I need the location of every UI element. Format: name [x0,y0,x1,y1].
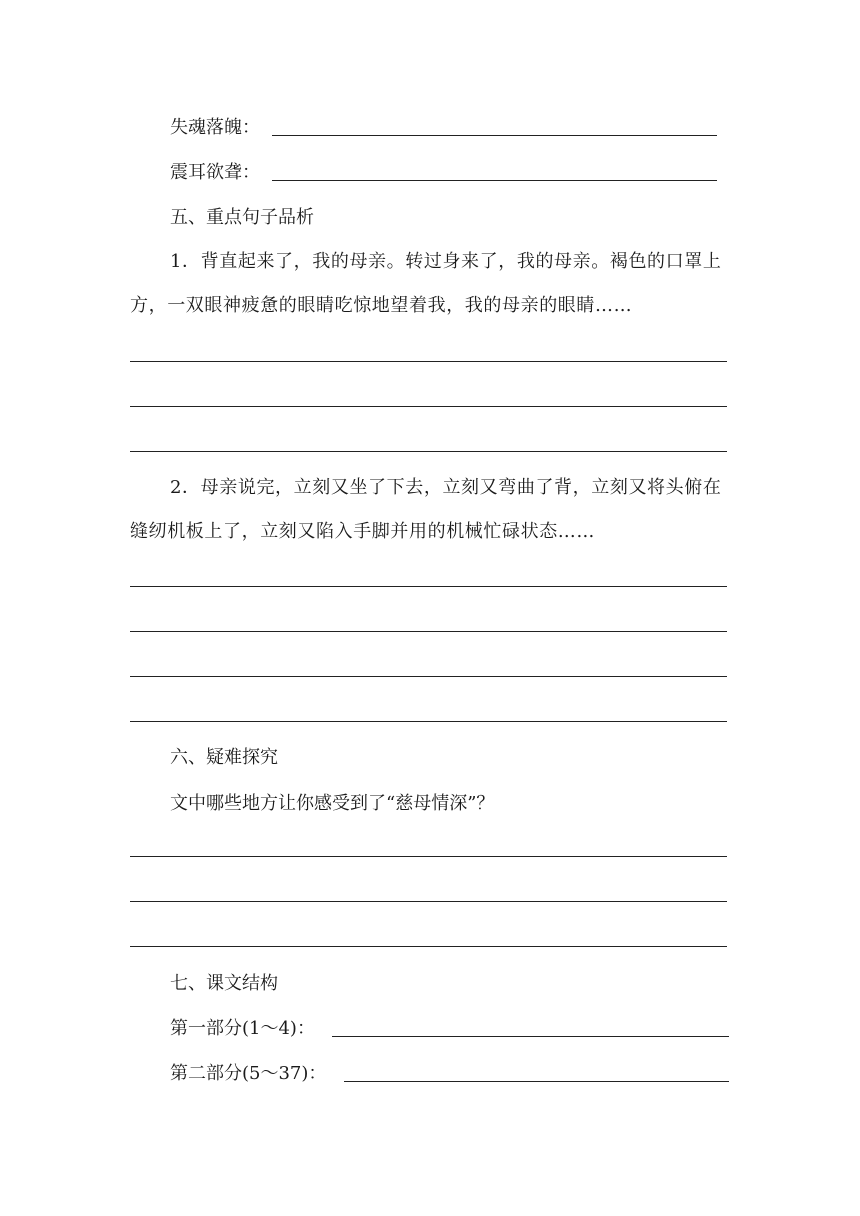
section5-question-2: 2．母亲说完，立刻又坐了下去，立刻又弯曲了背，立刻又将头俯在缝纫机板上了，立刻又陷入手脚并用的机械忙碌状态…… [130,477,722,542]
q2-answer-line-3[interactable] [130,676,727,677]
section5-heading: 五、重点句子品析 [170,207,314,228]
q1-answer-line-1[interactable] [130,361,727,362]
q2-answer-line-4[interactable] [130,721,727,722]
section7-part2-label: 第二部分(5～37)： [170,1063,327,1084]
q1-answer-line-2[interactable] [130,406,727,407]
q1-answer-line-3[interactable] [130,451,727,452]
section7-heading: 七、课文结构 [170,973,278,994]
q2-answer-line-2[interactable] [130,631,727,632]
s6-answer-line-2[interactable] [130,901,727,902]
section6-heading: 六、疑难探究 [170,747,278,768]
section7-part1-label: 第一部分(1～4)： [170,1018,315,1039]
vocab-item-1-blank[interactable] [272,135,717,136]
section7-part2-blank[interactable] [344,1081,729,1082]
q2-answer-line-1[interactable] [130,586,727,587]
vocab-item-2-label: 震耳欲聋： [170,162,260,183]
vocab-item-2-blank[interactable] [272,180,717,181]
s6-answer-line-3[interactable] [130,946,727,947]
vocab-item-1-label: 失魂落魄： [170,117,260,138]
s6-answer-line-1[interactable] [130,856,727,857]
section7-part1-blank[interactable] [332,1036,729,1037]
section6-question: 文中哪些地方让你感受到了“慈母情深”？ [170,793,495,814]
section5-question-1: 1．背直起来了，我的母亲。转过身来了，我的母亲。褐色的口罩上方，一双眼神疲惫的眼睛吃惊地望着我，我的母亲的眼睛…… [130,251,722,316]
